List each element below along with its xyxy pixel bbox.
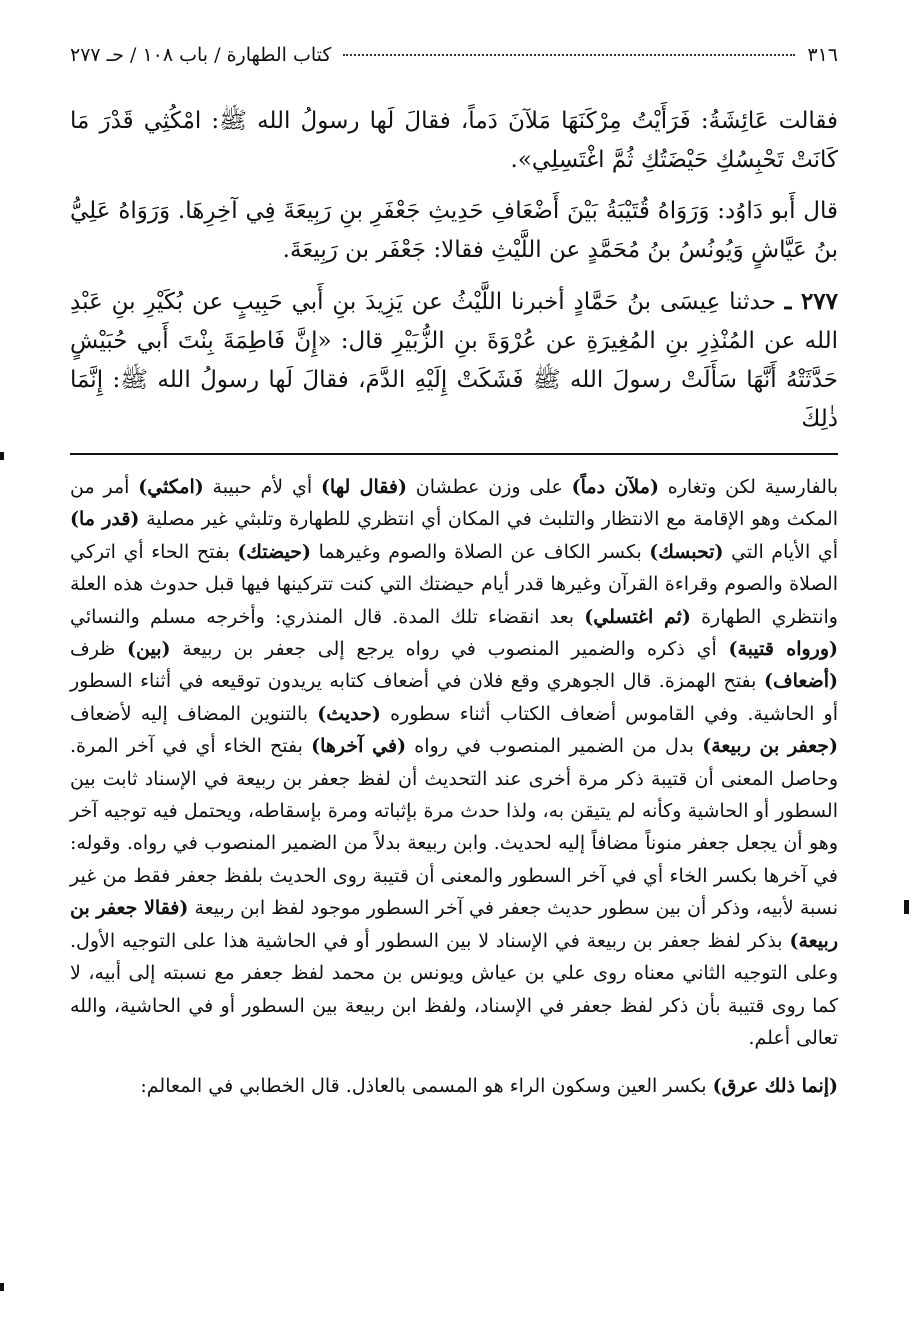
commentary-text: بعد انقضاء تلك المدة. قال المنذري: وأخرجه مسلم والنسائي bbox=[70, 605, 585, 628]
footnote-divider bbox=[70, 453, 838, 455]
commentary-keyword: (جعفر بن ربيعة) bbox=[702, 735, 839, 758]
commentary-text: بذكر لفظ جعفر بن ربيعة في الإسناد لا بين السطور أو في الحاشية هذا على التوجيه الأول. وعلى التوجيه الثاني معناه روى علي بن عياش ويونس بن محمد لفظ جعفر مع نسبته إلى أبيه، لا كما روى قتيبة بأن ذكر لفظ جعفر في الإسناد، ولفظ ابن ربيعة بين السطور أو في الحاشية، والله تعالى أعلم. bbox=[70, 929, 838, 1049]
scan-edge-mark bbox=[904, 900, 909, 914]
book-page bbox=[70, 44, 838, 1314]
running-title: كتاب الطهارة / باب ١٠٨ / حـ ٢٧٧ bbox=[70, 44, 332, 66]
commentary-keyword: (فقالا جعفر بن ربيعة) bbox=[70, 897, 838, 952]
commentary-text: أي لأم حبيبة bbox=[203, 476, 321, 498]
commentary-text: بكسر الكاف عن الصلاة والصوم وغيرهما bbox=[311, 540, 650, 563]
commentary-text: بكسر العين وسكون الراء هو المسمى بالعاذل. قال الخطابي في المعالم: bbox=[140, 1075, 713, 1098]
commentary-text: أي ذكره والضمير المنصوب في رواه يرجع إلى جعفر بن ربيعة bbox=[170, 638, 729, 661]
page-header bbox=[70, 44, 838, 72]
commentary-text: أمر من المكث وهو الإقامة مع الانتظار والتلبث في المكان أي انتظري للطهارة وتلبثي غير مصلية bbox=[70, 476, 838, 531]
commentary-text: بالفارسية لكن وتغاره bbox=[658, 476, 838, 498]
scan-edge-mark bbox=[0, 452, 4, 460]
commentary-keyword: (إنما ذلك عرق) bbox=[712, 1075, 838, 1098]
commentary-text: بفتح الخاء أي في آخر المرة. وحاصل المعنى أن قتيبة ذكر مرة أخرى عند التحديث أن لفظ جعفر بن ربيعة في الإسناد ثابت بين السطور أو الحاشية وكأنه لم يتيقن به، ولذا حدث مرة بإثباته ومرة بإسقاطه، ويحتمل فيه توجيه آخر وهو أن يجعل جعفر منوناً مضافاً إليه لحديث. وابن ربيعة بدلاً من الضمير المنصوب في رواه. وقوله: في آخرها بكسر الخاء أي في آخر السطور والمعنى أن قتيبة روى الحديث بلفظ جعفر فقط من غير نسبة لأبيه، وذكر أن بين سطور حديث جعفر في آخر السطور موجود لفظ ابن ربيعة bbox=[70, 735, 838, 920]
commentary-keyword: (امكثي) bbox=[138, 476, 204, 498]
hadith-paragraph-2: قال أَبو دَاوُد: وَرَوَاهُ قُتَيْبَةُ بَيْنَ أَضْعَافِ حَدِيثِ جَعْفَرِ بنِ رَبِيعَةَ فِي آخِرِهَا. وَرَوَاهُ عَلِيُّ بنُ عَيَّاشٍ وَيُونُسُ بنُ مُحَمَّدٍ عن اللَّيْثِ فقالا: جَعْفَر بن رَبِيعَةَ. bbox=[70, 198, 838, 263]
page-number: ٣١٦ bbox=[807, 44, 838, 66]
commentary-text: أي الأيام التي bbox=[723, 540, 838, 563]
commentary-keyword: (حديث) bbox=[317, 702, 381, 725]
commentary-paragraph-2 bbox=[70, 1070, 838, 1102]
commentary-keyword: (في آخرها) bbox=[311, 735, 407, 758]
commentary-keyword: (تحبسك) bbox=[649, 540, 724, 563]
commentary-text: بفتح الهمزة. قال الجوهري وقع فلان في أضعاف كتابه يريدون توقيعه في أثناء السطور أو الحاشية. وفي القاموس أضعاف الكتاب أثناء سطوره bbox=[70, 670, 839, 725]
hadith-paragraph-3-text: حدثنا عِيسَى بنُ حَمَّادٍ أخبرنا اللَّيْثُ عن يَزِيدَ بنِ أَبي حَبِيبٍ عن بُكَيْرِ بنِ عَبْدِ الله عن المُنْذِرِ بنِ المُغِيرَةِ عن عُرْوَةَ بنِ الزُّبَيْرِ قال: «إِنَّ فَاطِمَةَ بِنْتَ أَبي حُبَيْشٍ حَدَّثَتْهُ أَنَّهَا سَأَلَتْ رسولَ الله ﷺ فَشَكَتْ إِلَيْهِ الدَّمَ، فقالَ لَها رسولُ الله ﷺ: إِنَّمَا ذٰلِكَ bbox=[70, 289, 838, 432]
commentary-keyword: (قدر ما) bbox=[70, 508, 140, 531]
commentary-keyword: (بين) bbox=[127, 638, 171, 661]
commentary-text: على وزن عطشان bbox=[406, 476, 572, 498]
commentary-keyword: (أضعاف) bbox=[763, 670, 838, 693]
commentary bbox=[70, 471, 838, 1103]
commentary-text: بدل من الضمير المنصوب في رواه bbox=[406, 735, 703, 758]
commentary-text: ظرف bbox=[70, 638, 128, 661]
commentary-paragraph-1 bbox=[70, 471, 838, 1054]
hadith-paragraph-3 bbox=[70, 282, 838, 439]
commentary-text: بالتنوين المضاف إليه لأضعاف bbox=[70, 702, 318, 725]
commentary-keyword: (فقال لها) bbox=[320, 476, 407, 498]
commentary-keyword: (ملآن دماً) bbox=[571, 476, 659, 498]
commentary-keyword: (ورواه قتيبة) bbox=[728, 638, 838, 661]
scan-edge-mark bbox=[0, 1283, 4, 1291]
hadith-paragraph-1: فقالت عَائِشَةُ: فَرَأَيْتُ مِرْكَنَهَا مَلآنَ دَماً، فقالَ لَها رسولُ الله ﷺ: امْكُثِي قَدْرَ مَا كَانَتْ تَحْبِسُكِ حَيْضَتُكِ ثُمَّ اغْتَسِلِي». bbox=[70, 108, 838, 173]
hadith-number: ٢٧٧ ـ bbox=[784, 288, 839, 315]
commentary-text: بفتح الحاء أي اتركي الصلاة والصوم وقراءة القرآن وغيرها قدر أيام حيضتك التي كنت تتركينها فيها قبل حدوث هذه العلة وانتظري الطهارة bbox=[70, 540, 838, 628]
hadith-text bbox=[70, 102, 838, 439]
commentary-keyword: (ثم اغتسلي) bbox=[584, 605, 691, 628]
commentary-keyword: (حيضتك) bbox=[237, 540, 311, 563]
header-dot-leader bbox=[343, 54, 795, 56]
